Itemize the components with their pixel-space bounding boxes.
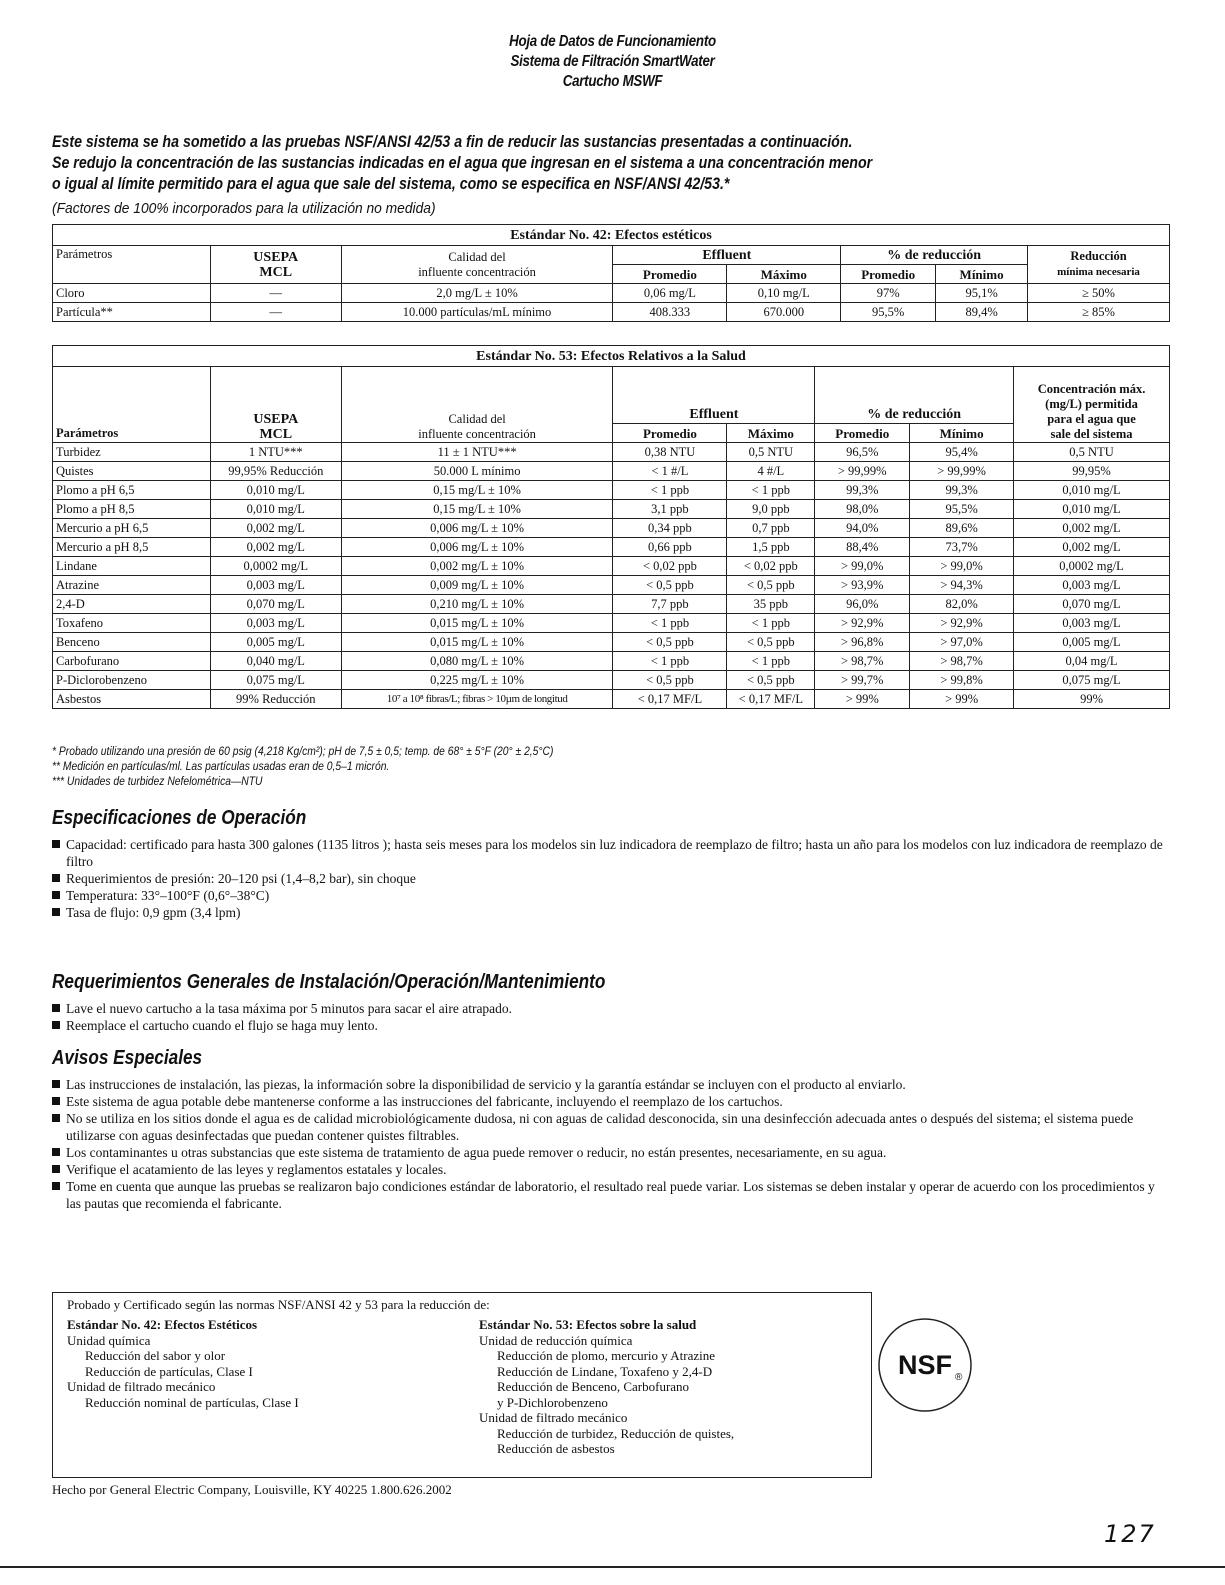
bullet-square-icon <box>52 1148 60 1156</box>
table-cell: 0,5 NTU <box>1014 443 1170 462</box>
cert-item: Reducción de asbestos <box>497 1441 615 1456</box>
cert-item: Reducción de Benceno, Carbofurano <box>497 1379 690 1394</box>
t53-h-prom2: Promedio <box>815 424 910 443</box>
table-row <box>53 595 1170 614</box>
table-cell: 0,210 mg/L ± 10% <box>341 595 613 614</box>
t53-h-reduccion: % de reducción <box>815 367 1014 424</box>
list-item-text: Verifique el acatamiento de las leyes y reglamentos estatales y locales. <box>66 1162 447 1177</box>
table-cell: 95,4% <box>910 443 1014 462</box>
table-footnotes <box>52 744 553 789</box>
table-cell: > 92,9% <box>910 614 1014 633</box>
table-row <box>53 443 1170 462</box>
header-line-3: Cartucho MSWF <box>562 73 663 90</box>
table-cell: 0,080 mg/L ± 10% <box>341 652 613 671</box>
table-cell: 0,06 mg/L <box>613 284 727 303</box>
cert-item: Reducción del sabor y olor <box>85 1348 226 1363</box>
table-cell: > 99,99% <box>815 462 910 481</box>
table-cell: 0,002 mg/L ± 10% <box>341 557 613 576</box>
cert-item: Unidad química <box>67 1332 151 1348</box>
list-item <box>52 1178 1172 1212</box>
table-cell: 50.000 L mínimo <box>341 462 613 481</box>
page-header <box>0 32 1225 92</box>
table-cell: < 1 ppb <box>727 614 815 633</box>
t53-h-prom: Promedio <box>613 424 727 443</box>
table-cell: 0,005 mg/L <box>1014 633 1170 652</box>
table-cell: < 0,5 ppb <box>613 633 727 652</box>
table-cell: > 99,0% <box>815 557 910 576</box>
table-cell: 0,10 mg/L <box>727 284 841 303</box>
req-title: Requerimientos Generales de Instalación/Operación/Mantenimiento <box>52 971 606 993</box>
table-cell: 0,15 mg/L ± 10% <box>341 481 613 500</box>
list-item <box>52 1110 1172 1144</box>
table-cell: 99,3% <box>910 481 1014 500</box>
table-cell: 7,7 ppb <box>613 595 727 614</box>
t42-h-min: Mínimo <box>936 265 1028 284</box>
table-row <box>53 557 1170 576</box>
list-item-text: No se utiliza en los sitios donde el agua es de calidad microbiológicamente dudosa, ni con aguas de calidad desconocida, sin una desinfección adecuada antes o después del sistema; el sistema puede utilizarse con aguas desinfectadas que puedan contener quistes filtrables. <box>66 1111 1134 1143</box>
table-cell: 11 ± 1 NTU*** <box>341 443 613 462</box>
table-cell: 0,003 mg/L <box>210 614 341 633</box>
table-cell: Toxafeno <box>53 614 211 633</box>
table-cell: 0,009 mg/L ± 10% <box>341 576 613 595</box>
intro-line-3: o igual al límite permitido para el agua que sale del sistema, como se especifica en NSF/ANSI 42/53.* <box>52 175 730 193</box>
table-cell: Partícula** <box>53 303 211 322</box>
list-item <box>52 1144 1172 1161</box>
table-cell: Quistes <box>53 462 211 481</box>
table-cell: > 99,8% <box>910 671 1014 690</box>
table-cell: 73,7% <box>910 538 1014 557</box>
table-cell: Lindane <box>53 557 211 576</box>
table-cell: 0,66 ppb <box>613 538 727 557</box>
table-cell: < 0,17 MF/L <box>613 690 727 709</box>
table-row <box>53 303 1170 322</box>
table-cell: Cloro <box>53 284 211 303</box>
table-row <box>53 462 1170 481</box>
table-cell: 0,003 mg/L <box>1014 614 1170 633</box>
table-cell: Mercurio a pH 8,5 <box>53 538 211 557</box>
table-cell: 2,4-D <box>53 595 211 614</box>
table-cell: 0,5 NTU <box>727 443 815 462</box>
table-cell: 670.000 <box>727 303 841 322</box>
cert-left-title: Estándar No. 42: Efectos Estéticos <box>67 1317 258 1332</box>
table-cell: < 0,5 ppb <box>613 671 727 690</box>
table-cell: < 0,17 MF/L <box>727 690 815 709</box>
cert-item: Reducción de partículas, Clase I <box>85 1363 253 1379</box>
list-item <box>52 904 1172 921</box>
table-cell: ≥ 85% <box>1028 303 1170 322</box>
t53-h-min: Mínimo <box>910 424 1014 443</box>
table-cell: Plomo a pH 8,5 <box>53 500 211 519</box>
table-cell: 0,006 mg/L ± 10% <box>341 519 613 538</box>
header-line-1: Hoja de Datos de Funcionamiento <box>509 33 716 50</box>
t42-h-effluent: Effluent <box>613 246 841 265</box>
intro-line-2: Se redujo la concentración de las sustancias indicadas en el agua que ingresan en el sistema a una concentración menor <box>52 154 873 172</box>
table-cell: > 99,7% <box>815 671 910 690</box>
table-row <box>53 481 1170 500</box>
table-53-body <box>53 443 1170 709</box>
table-cell: 99,95% <box>1014 462 1170 481</box>
list-item-text: Las instrucciones de instalación, las piezas, la información sobre la disponibilidad de servicio y la garantía estándar se incluyen con el producto al enviarlo. <box>66 1077 906 1092</box>
bullet-square-icon <box>52 908 60 916</box>
table-42-caption: Estándar No. 42: Efectos estéticos <box>53 225 1170 246</box>
table-cell: 95,1% <box>936 284 1028 303</box>
cert-left-column <box>67 1317 299 1410</box>
certification-box <box>52 1292 872 1478</box>
cert-right-title: Estándar No. 53: Efectos sobre la salud <box>479 1317 697 1332</box>
cert-item: Unidad de reducción química <box>479 1332 633 1348</box>
table-row <box>53 500 1170 519</box>
table-cell: 0,04 mg/L <box>1014 652 1170 671</box>
manufacturer-line: Hecho por General Electric Company, Louisville, KY 40225 1.800.626.2002 <box>52 1482 452 1497</box>
table-cell: < 1 ppb <box>613 481 727 500</box>
table-42-body <box>53 284 1170 322</box>
table-cell: 99,3% <box>815 481 910 500</box>
table-row <box>53 576 1170 595</box>
table-cell: 0,002 mg/L <box>210 519 341 538</box>
svg-text:NSF: NSF <box>898 1350 952 1380</box>
table-cell: 0,005 mg/L <box>210 633 341 652</box>
table-standard-53 <box>52 345 1170 709</box>
table-cell: 0,225 mg/L ± 10% <box>341 671 613 690</box>
table-row <box>53 614 1170 633</box>
cert-item: Reducción de turbidez, Reducción de quistes, <box>497 1425 735 1441</box>
bullet-square-icon <box>52 1004 60 1012</box>
table-row <box>53 690 1170 709</box>
cert-intro: Probado y Certificado según las normas NSF/ANSI 42 y 53 para la reducción de: <box>67 1297 490 1312</box>
bullet-square-icon <box>52 1165 60 1173</box>
table-cell: 89,6% <box>910 519 1014 538</box>
page-number: 127 <box>1104 1520 1156 1548</box>
table-cell: 0,006 mg/L ± 10% <box>341 538 613 557</box>
list-item-text: Requerimientos de presión: 20–120 psi (1,4–8,2 bar), sin choque <box>66 871 416 886</box>
list-item-text: Reemplace el cartucho cuando el flujo se haga muy lento. <box>66 1018 378 1033</box>
list-item-text: Capacidad: certificado para hasta 300 galones (1135 litros ); hasta seis meses para los modelos sin luz indicadora de reemplazo de filtro; hasta un año para los modelos con luz indicadora de reemplazo de filtro <box>66 837 1163 869</box>
bottom-rule <box>0 1566 1225 1568</box>
list-item <box>52 1076 1172 1093</box>
bullet-square-icon <box>52 840 60 848</box>
table-cell: 0,040 mg/L <box>210 652 341 671</box>
table-cell: 96,5% <box>815 443 910 462</box>
table-cell: Carbofurano <box>53 652 211 671</box>
spec-title: Especificaciones de Operación <box>52 807 307 829</box>
table-cell: 0,010 mg/L <box>210 500 341 519</box>
table-cell: 0,38 NTU <box>613 443 727 462</box>
table-cell: > 98,7% <box>815 652 910 671</box>
list-item <box>52 1093 1172 1110</box>
table-cell: < 0,02 ppb <box>727 557 815 576</box>
table-cell: 88,4% <box>815 538 910 557</box>
table-cell: — <box>210 284 341 303</box>
table-cell: 95,5% <box>841 303 936 322</box>
t42-h-rmin: Reducción mínima necesaria <box>1028 246 1170 284</box>
table-row <box>53 671 1170 690</box>
table-cell: 0,002 mg/L <box>210 538 341 557</box>
table-row <box>53 633 1170 652</box>
table-cell: < 0,02 ppb <box>613 557 727 576</box>
cert-item: y P-Dichlorobenzeno <box>497 1394 608 1410</box>
t42-h-usepa: USEPA MCL <box>210 246 341 284</box>
list-item <box>52 1000 1172 1017</box>
table-cell: P-Diclorobenzeno <box>53 671 211 690</box>
table-cell: 1,5 ppb <box>727 538 815 557</box>
table-cell: 97% <box>841 284 936 303</box>
intro-text <box>52 132 1006 195</box>
table-row <box>53 652 1170 671</box>
table-cell: 408.333 <box>613 303 727 322</box>
table-cell: < 0,5 ppb <box>727 576 815 595</box>
t53-h-effluent: Effluent <box>613 367 815 424</box>
table-cell: 10⁷ a 10⁸ fibras/L; fibras > 10µm de longitud <box>341 690 613 709</box>
t42-h-param: Parámetros <box>53 246 211 284</box>
t42-h-max: Máximo <box>727 265 841 284</box>
table-cell: < 1 ppb <box>727 481 815 500</box>
footnote-1: * Probado utilizando una presión de 60 psig (4,218 Kg/cm²); pH de 7,5 ± 0,5; temp. de 68° ± 5°F (20° ± 2,5°C) <box>52 744 554 758</box>
table-cell: > 99% <box>910 690 1014 709</box>
table-row <box>53 284 1170 303</box>
cert-item: Unidad de filtrado mecánico <box>479 1410 628 1425</box>
list-item <box>52 1017 1172 1034</box>
intro-line-1: Este sistema se ha sometido a las pruebas NSF/ANSI 42/53 a fin de reducir las sustancias presentadas a continuación. <box>52 133 853 151</box>
list-item-text: Este sistema de agua potable debe mantenerse conforme a las instrucciones del fabricante, incluyendo el reemplazo de los cartuchos. <box>66 1094 783 1109</box>
table-cell: 82,0% <box>910 595 1014 614</box>
table-cell: > 92,9% <box>815 614 910 633</box>
table-row <box>53 538 1170 557</box>
table-cell: 0,070 mg/L <box>210 595 341 614</box>
list-item <box>52 887 1172 904</box>
req-list <box>52 1000 1172 1034</box>
table-cell: 99% Reducción <box>210 690 341 709</box>
table-cell: 0,003 mg/L <box>1014 576 1170 595</box>
table-cell: 99% <box>1014 690 1170 709</box>
table-cell: 10.000 partículas/mL mínimo <box>341 303 613 322</box>
table-cell: > 98,7% <box>910 652 1014 671</box>
nsf-logo <box>870 1310 980 1425</box>
intro-note: (Factores de 100% incorporados para la utilización no medida) <box>52 200 436 217</box>
t53-h-usepa: USEPA MCL <box>210 367 341 443</box>
table-cell: 89,4% <box>936 303 1028 322</box>
table-cell: Asbestos <box>53 690 211 709</box>
table-cell: > 99% <box>815 690 910 709</box>
bullet-square-icon <box>52 1021 60 1029</box>
t53-h-max: Máximo <box>727 424 815 443</box>
table-cell: < 1 ppb <box>613 614 727 633</box>
table-cell: 0,075 mg/L <box>1014 671 1170 690</box>
table-cell: 1 NTU*** <box>210 443 341 462</box>
table-cell: 0,010 mg/L <box>1014 500 1170 519</box>
table-cell: < 1 ppb <box>727 652 815 671</box>
table-cell: 0,003 mg/L <box>210 576 341 595</box>
t53-h-param: Parámetros <box>53 367 211 443</box>
table-cell: 0,002 mg/L <box>1014 519 1170 538</box>
cert-item: Reducción nominal de partículas, Clase I <box>85 1394 299 1410</box>
t42-h-calidad: Calidad del influente concentración <box>341 246 613 284</box>
table-cell: 0,070 mg/L <box>1014 595 1170 614</box>
table-cell: 0,34 ppb <box>613 519 727 538</box>
list-item <box>52 836 1172 870</box>
table-cell: 9,0 ppb <box>727 500 815 519</box>
list-item-text: Tasa de flujo: 0,9 gpm (3,4 lpm) <box>66 905 241 920</box>
list-item-text: Temperatura: 33°–100°F (0,6°–38°C) <box>66 888 270 903</box>
table-cell: 99,95% Reducción <box>210 462 341 481</box>
table-cell: 0,010 mg/L <box>1014 481 1170 500</box>
t53-h-conc: Concentración máx. (mg/L) permitida para el agua que sale del sistema <box>1014 367 1170 443</box>
cert-right-column <box>479 1317 734 1457</box>
table-cell: < 0,5 ppb <box>727 671 815 690</box>
table-cell: 96,0% <box>815 595 910 614</box>
list-item <box>52 870 1172 887</box>
table-cell: > 96,8% <box>815 633 910 652</box>
table-cell: 3,1 ppb <box>613 500 727 519</box>
table-cell: Mercurio a pH 6,5 <box>53 519 211 538</box>
table-cell: Benceno <box>53 633 211 652</box>
list-item-text: Tome en cuenta que aunque las pruebas se realizaron bajo condiciones estándar de laboratorio, el resultado real puede variar. Los sistemas se deben instalar y operar de acuerdo con los procedimientos y las pautas que recomienda el fabricante. <box>66 1179 1155 1211</box>
table-cell: 95,5% <box>910 500 1014 519</box>
list-item <box>52 1161 1172 1178</box>
table-cell: — <box>210 303 341 322</box>
table-cell: > 99,0% <box>910 557 1014 576</box>
table-cell: 0,0002 mg/L <box>210 557 341 576</box>
table-standard-42 <box>52 224 1170 322</box>
table-cell: < 1 #/L <box>613 462 727 481</box>
cert-item: Reducción de plomo, mercurio y Atrazine <box>497 1348 716 1363</box>
table-cell: 98,0% <box>815 500 910 519</box>
table-cell: 0,15 mg/L ± 10% <box>341 500 613 519</box>
table-cell: 0,7 ppb <box>727 519 815 538</box>
bullet-square-icon <box>52 1080 60 1088</box>
t42-h-prom2: Promedio <box>841 265 936 284</box>
list-item-text: Lave el nuevo cartucho a la tasa máxima por 5 minutos para sacar el aire atrapado. <box>66 1001 513 1016</box>
table-53-caption: Estándar No. 53: Efectos Relativos a la Salud <box>53 346 1170 367</box>
table-cell: Atrazine <box>53 576 211 595</box>
table-cell: ≥ 50% <box>1028 284 1170 303</box>
bullet-square-icon <box>52 1097 60 1105</box>
table-row <box>53 519 1170 538</box>
table-cell: 0,015 mg/L ± 10% <box>341 633 613 652</box>
table-cell: 35 ppb <box>727 595 815 614</box>
footnote-3: *** Unidades de turbidez Nefelométrica—NTU <box>52 774 263 788</box>
table-cell: > 99,99% <box>910 462 1014 481</box>
cert-item: Unidad de filtrado mecánico <box>67 1379 216 1394</box>
spec-list <box>52 836 1172 921</box>
table-cell: 0,002 mg/L <box>1014 538 1170 557</box>
bullet-square-icon <box>52 874 60 882</box>
table-cell: Plomo a pH 6,5 <box>53 481 211 500</box>
table-cell: 0,0002 mg/L <box>1014 557 1170 576</box>
table-cell: 4 #/L <box>727 462 815 481</box>
table-cell: < 0,5 ppb <box>613 576 727 595</box>
header-line-2: Sistema de Filtración SmartWater <box>510 53 715 70</box>
table-cell: < 1 ppb <box>613 652 727 671</box>
table-cell: > 93,9% <box>815 576 910 595</box>
table-cell: < 0,5 ppb <box>727 633 815 652</box>
bullet-square-icon <box>52 1182 60 1190</box>
list-item-text: Los contaminantes u otras substancias que este sistema de tratamiento de agua puede remover o reducir, no están presentes, necesariamente, en su agua. <box>66 1145 887 1160</box>
svg-text:®: ® <box>955 1372 963 1383</box>
table-cell: 2,0 mg/L ± 10% <box>341 284 613 303</box>
footnote-2: ** Medición en partículas/ml. Las partículas usadas eran de 0,5–1 micrón. <box>52 759 390 773</box>
t42-h-prom: Promedio <box>613 265 727 284</box>
table-cell: 94,0% <box>815 519 910 538</box>
table-cell: 0,010 mg/L <box>210 481 341 500</box>
table-cell: Turbidez <box>53 443 211 462</box>
cert-item: Reducción de Lindane, Toxafeno y 2,4-D <box>497 1363 713 1379</box>
avisos-list <box>52 1076 1172 1212</box>
table-cell: > 94,3% <box>910 576 1014 595</box>
table-cell: > 97,0% <box>910 633 1014 652</box>
bullet-square-icon <box>52 1114 60 1122</box>
t53-h-calidad: Calidad del influente concentración <box>341 367 613 443</box>
t42-h-reduccion: % de reducción <box>841 246 1028 265</box>
bullet-square-icon <box>52 891 60 899</box>
table-cell: 0,075 mg/L <box>210 671 341 690</box>
table-cell: 0,015 mg/L ± 10% <box>341 614 613 633</box>
avisos-title: Avisos Especiales <box>52 1047 203 1069</box>
